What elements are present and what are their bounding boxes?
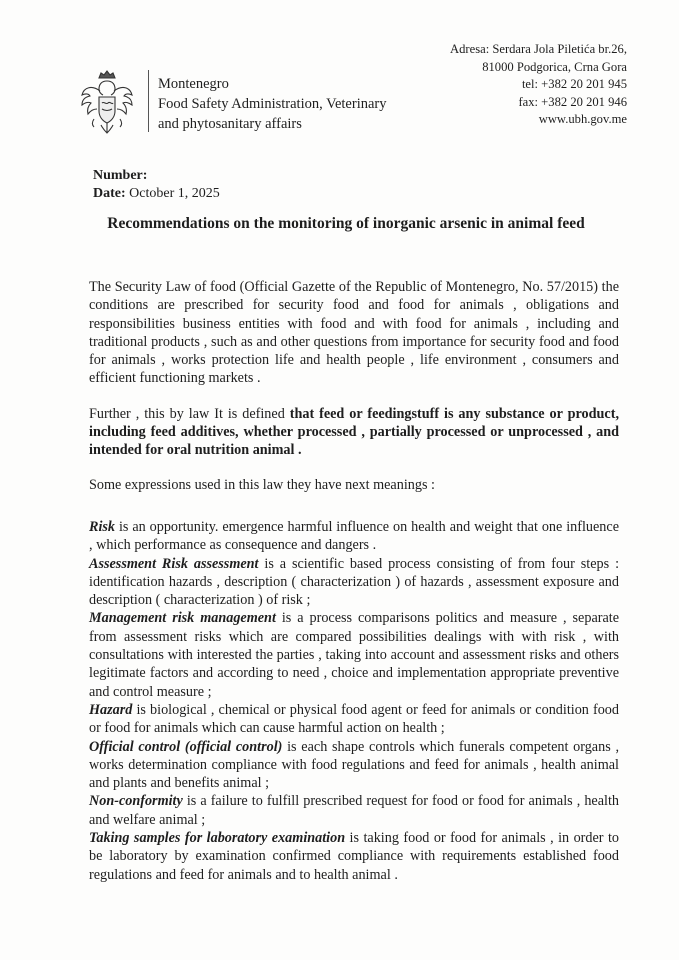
definition-term: Official control (official control) (89, 738, 283, 755)
address-block (450, 41, 627, 129)
definition-text: is an opportunity. emergence harmful influence on health and weight that one influence , which performance as consequence and dangers . (89, 518, 619, 554)
org-line-country: Montenegro (158, 76, 229, 92)
feed-definition-bold: that feed or feedingstuff is any substance or product, including feed additives, whether processed , partially processed or unprocessed , and intended for oral nutrition animal . (89, 405, 619, 459)
org-line-division: and phytosanitary affairs (158, 116, 302, 132)
intro-paragraph: The Security Law of food (Official Gazette of the Republic of Montenegro, No. 57/2015) the conditions are prescribed for security food and food for animals , obligations and responsibilities business entities with food and with food for animals , including and traditional products , such as and other questions from importance for security food and food for animals , works protection life and health people , life environment , consumers and efficient functioning markets . (89, 279, 619, 387)
org-line-agency: Food Safety Administration, Veterinary (158, 96, 387, 112)
definition-item (89, 609, 619, 700)
address-fax: fax: +382 20 201 946 (518, 94, 627, 109)
feed-definition-paragraph (89, 405, 619, 460)
address-phone: tel: +382 20 201 945 (521, 77, 627, 91)
header-divider (148, 70, 149, 132)
definition-text: is each shape controls which funerals competent organs , works determination compliance with food regulations and feed for animals , health animal and plants and benefits animal ; (89, 738, 620, 792)
definition-text: is biological , chemical or physical food agent or feed for animals or condition food or food for animals which can cause harmful action on health ; (89, 701, 619, 737)
definition-item (89, 829, 619, 884)
definition-item (89, 738, 619, 793)
date-value: October 1, 2025 (129, 186, 220, 201)
definition-text: is taking food or food for animals , in order to be laboratory by examination confirmed compliance with requirements established food regulations and feed for animals and to health animal . (89, 830, 619, 883)
document-title: Recommendations on the monitoring of inorganic arsenic in animal feed (107, 215, 585, 232)
address-street: Adresa: Serdara Jola Piletića br.26, (450, 42, 627, 56)
definition-item (89, 555, 619, 610)
address-website: www.ubh.gov.me (538, 112, 627, 126)
definition-term: Non-conformity (89, 793, 183, 810)
definition-term: Assessment Risk assessment (89, 555, 259, 572)
document-meta (93, 167, 220, 203)
definition-text: is a process comparisons politics and measure , separate from assessment risks which are compared possibilities dealings with with risk , with consultations with interested the parties , taking into account and assessment risks and others legitimate factors and according to need , choice and implementation appropriate preventive and control measure ; (89, 610, 620, 700)
organization-name (158, 74, 386, 134)
definition-item (89, 792, 619, 829)
definition-item (89, 701, 619, 738)
number-label: Number: (93, 168, 148, 183)
montenegro-coat-of-arms-icon (80, 69, 134, 135)
definition-term: Taking samples for laboratory examination (89, 830, 346, 847)
definition-text: is a failure to fulfill prescribed request for food or food for animals , health and welfare animal ; (89, 793, 619, 828)
definition-term: Risk (89, 518, 116, 535)
date-label: Date: (93, 186, 126, 201)
definition-text: is a scientific based process consisting of from four steps : identification hazards , description ( characterization ) of hazards , assessment exposure and description ( characterization ) of risk ; (89, 555, 620, 609)
definition-item (89, 518, 619, 555)
definition-term: Management risk management (89, 610, 276, 627)
feed-definition-intro: Further , this by law It is defined (89, 405, 290, 422)
document-body (89, 278, 619, 884)
address-city: 81000 Podgorica, Crna Gora (482, 59, 627, 74)
definition-term: Hazard (89, 701, 133, 718)
expressions-intro: Some expressions used in this law they have next meanings : (89, 476, 435, 493)
